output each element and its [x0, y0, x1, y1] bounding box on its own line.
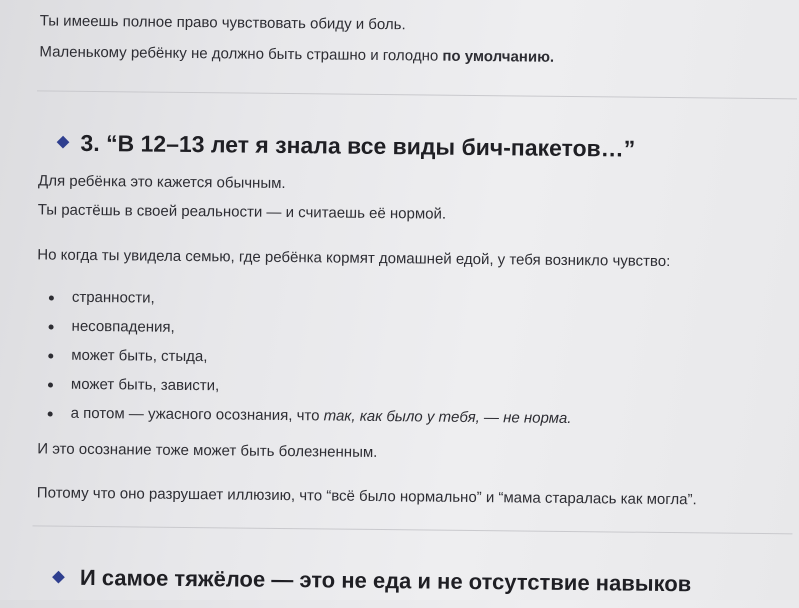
next-section-heading: И самое тяжёлое — это не еда и не отсутствие навыков: [79, 564, 692, 597]
bullet-dot-icon: [48, 383, 53, 388]
intro-line-2-bold: по умолчанию.: [442, 47, 555, 66]
bullet-dot-icon: [48, 412, 53, 417]
diamond-bullet-icon: [57, 136, 70, 149]
intro-line-2: [39, 43, 554, 66]
list-item-text: а потом — ужасного осознания, что: [70, 404, 324, 425]
diamond-bullet-icon: [52, 571, 65, 584]
section-3-paragraph-1: Для ребёнка это кажется обычным.: [38, 172, 286, 193]
divider: [32, 525, 792, 534]
list-item: может быть, зависти,: [70, 375, 220, 395]
section-3-paragraph-4: И это осознание тоже может быть болезненным.: [37, 440, 378, 461]
intro-line-2-text: Маленькому ребёнку не должно быть страшно и голодно: [39, 43, 443, 65]
section-3-paragraph-5: Потому что оно разрушает иллюзию, что “всё было нормально” и “мама старалась как могла”.: [36, 484, 697, 509]
bullet-dot-icon: [49, 296, 54, 301]
section-3-heading: 3. “В 12–13 лет я знала все виды бич-пакетов…”: [80, 129, 636, 162]
section-3-paragraph-2: Ты растёшь в своей реальности — и считаешь её нормой.: [37, 201, 447, 223]
bullet-dot-icon: [49, 325, 54, 330]
list-item: [71, 405, 572, 428]
intro-line-1: Ты имеешь полное право чувствовать обиду и боль.: [39, 12, 406, 34]
list-item: может быть, стыда,: [71, 346, 208, 366]
section-3-paragraph-3: Но когда ты увидела семью, где ребёнка кормят домашней едой, у тебя возникло чувство:: [37, 246, 671, 271]
list-item-italic: так, как было у тебя, — не норма.: [323, 407, 572, 428]
list-item: странности,: [71, 288, 155, 307]
bullet-dot-icon: [48, 354, 53, 359]
divider: [37, 90, 797, 99]
list-item: несовпадения,: [71, 317, 175, 336]
